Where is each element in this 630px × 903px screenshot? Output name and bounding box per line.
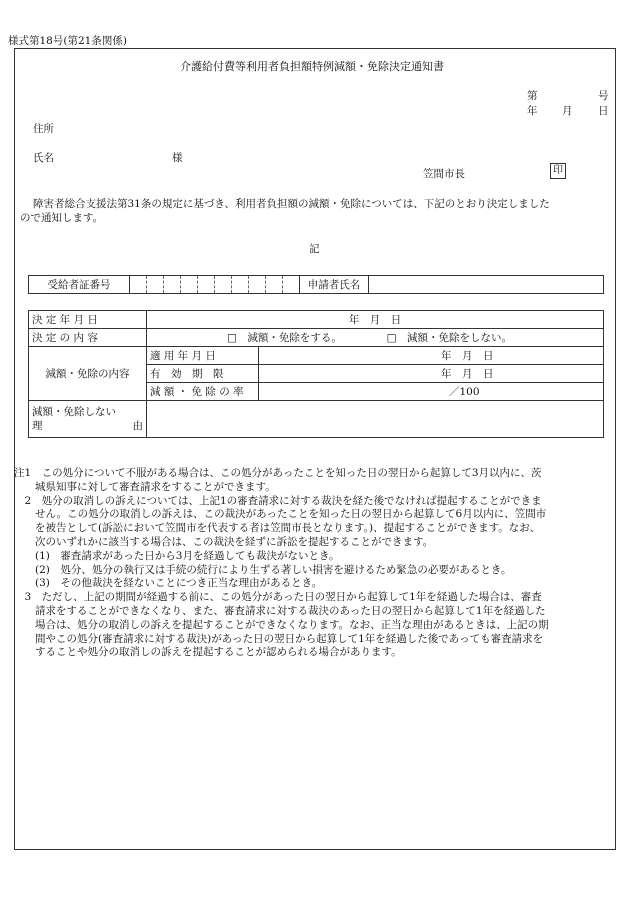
note-line: 3 ただし、上記の期間が経過する前に、この処分があった日の翌日から起算して1年を経過した場合は、審査 [14,591,542,604]
rate-label: 減 額 ・ 免 除 の 率 [147,383,259,401]
note-line: することや処分の取消しの訴えを提起することが認められる場合があります。 [14,646,402,659]
doc-no-prefix: 第 [527,90,538,102]
valid-until-value: 年 月 日 [259,365,604,383]
ki-heading: 記 [309,243,320,255]
recipient-no-cell [215,276,232,294]
note-line: (2) 処分、処分の執行又は手続の続行により生ずる著しい損害を避けるため緊急の必要があるとき。 [14,563,512,576]
note-line: 2 処分の取消しの訴えについては、上記1の審査請求に対する裁決を経た後でなければ提起することができま [14,494,542,507]
reason-value [147,401,604,438]
date-year: 年 [527,105,538,117]
rate-value: ／100 [259,383,604,401]
recipient-no-cell [130,276,147,294]
note-line: 城県知事に対して審査請求をすることができます。 [14,480,276,493]
recipient-no-cell [147,276,164,294]
decision-date-value: 年 月 日 [147,311,604,329]
recipient-no-cell [181,276,198,294]
doc-no-suffix: 号 [598,90,609,102]
document-title: 介護給付費等利用者負担額特例減額・免除決定通知書 [180,60,444,73]
option-deny: □ 減額・免除をしない。 [386,332,513,344]
body-text-2: ので通知します。 [20,212,104,224]
decision-table [28,310,604,438]
valid-until-label: 有 効 期 限 [147,365,259,383]
recipient-no-cell [283,276,300,294]
note-line: 請求をすることができなくなり、また、審査請求に対する裁決のあった日の翌日から起算して1年を経過した [14,604,546,617]
recipient-no-cell [198,276,215,294]
note-line: 次のいずれかに該当する場合は、この裁決を経ずに訴訟を提起することができます。 [14,535,434,548]
date-month: 月 [562,105,573,117]
note-line: 場合は、処分の取消しの訴えを提起することができなくなります。なお、正当な理由があるときは、上記の期 [14,618,549,631]
reason-label-line2: 理 由 [32,420,143,432]
decision-content-label: 決 定 の 内 容 [29,329,147,347]
recipient-table [28,275,604,294]
reason-label [29,401,147,438]
seal-box: 印 [550,163,566,179]
recipient-no-cell [232,276,249,294]
recipient-no-cell [164,276,181,294]
recipient-no-cell [266,276,283,294]
recipient-no-cell [249,276,266,294]
note-line: 間やこの処分(審査請求に対する裁決)があった日の翌日から起算して1年を経過した後であっても審査請求を [14,632,544,645]
reason-label-line1: 減額・免除しない [32,406,116,418]
notes-section [14,467,606,660]
document-frame [14,48,616,850]
apply-date-label: 適 用 年 月 日 [147,347,259,365]
note-line: (1) 審査請求があった日から3月を経過しても裁決がないとき。 [14,549,340,562]
note-line: (3) その他裁決を経ないことにつき正当な理由があるとき。 [14,577,323,590]
applicant-label: 申請者氏名 [300,276,369,294]
reduction-content-label: 減額・免除の内容 [29,347,147,401]
name-label: 氏名 [33,152,54,164]
applicant-cell [369,276,604,294]
decision-date-label: 決 定 年 月 日 [29,311,147,329]
mayor-label: 笠間市長 [423,168,465,180]
address-label: 住所 [33,123,54,135]
note-line: せん。この処分の取消しの訴えは、この裁決があったことを知った日の翌日から起算して6月以内に、笠間市 [14,508,547,521]
apply-date-value: 年 月 日 [259,347,604,365]
form-number: 様式第18号(第21条関係) [8,35,127,47]
recipient-no-label: 受給者証番号 [29,276,130,294]
decision-content-options [147,329,604,347]
honorific: 様 [172,152,183,164]
note-line: 注1 この処分について不服がある場合は、この処分があったことを知った日の翌日から起算して3月以内に、茨 [14,467,542,479]
date-day: 日 [598,105,609,117]
option-grant: □ 減額・免除をする。 [227,332,342,344]
body-text-1: 障害者総合支援法第31条の規定に基づき、利用者負担額の減額・免除については、下記のとおり決定しました [33,198,550,210]
note-line: を被告として(訴訟において笠間市を代表する者は笠間市長となります。)、提起することができます。なお、 [14,522,541,535]
